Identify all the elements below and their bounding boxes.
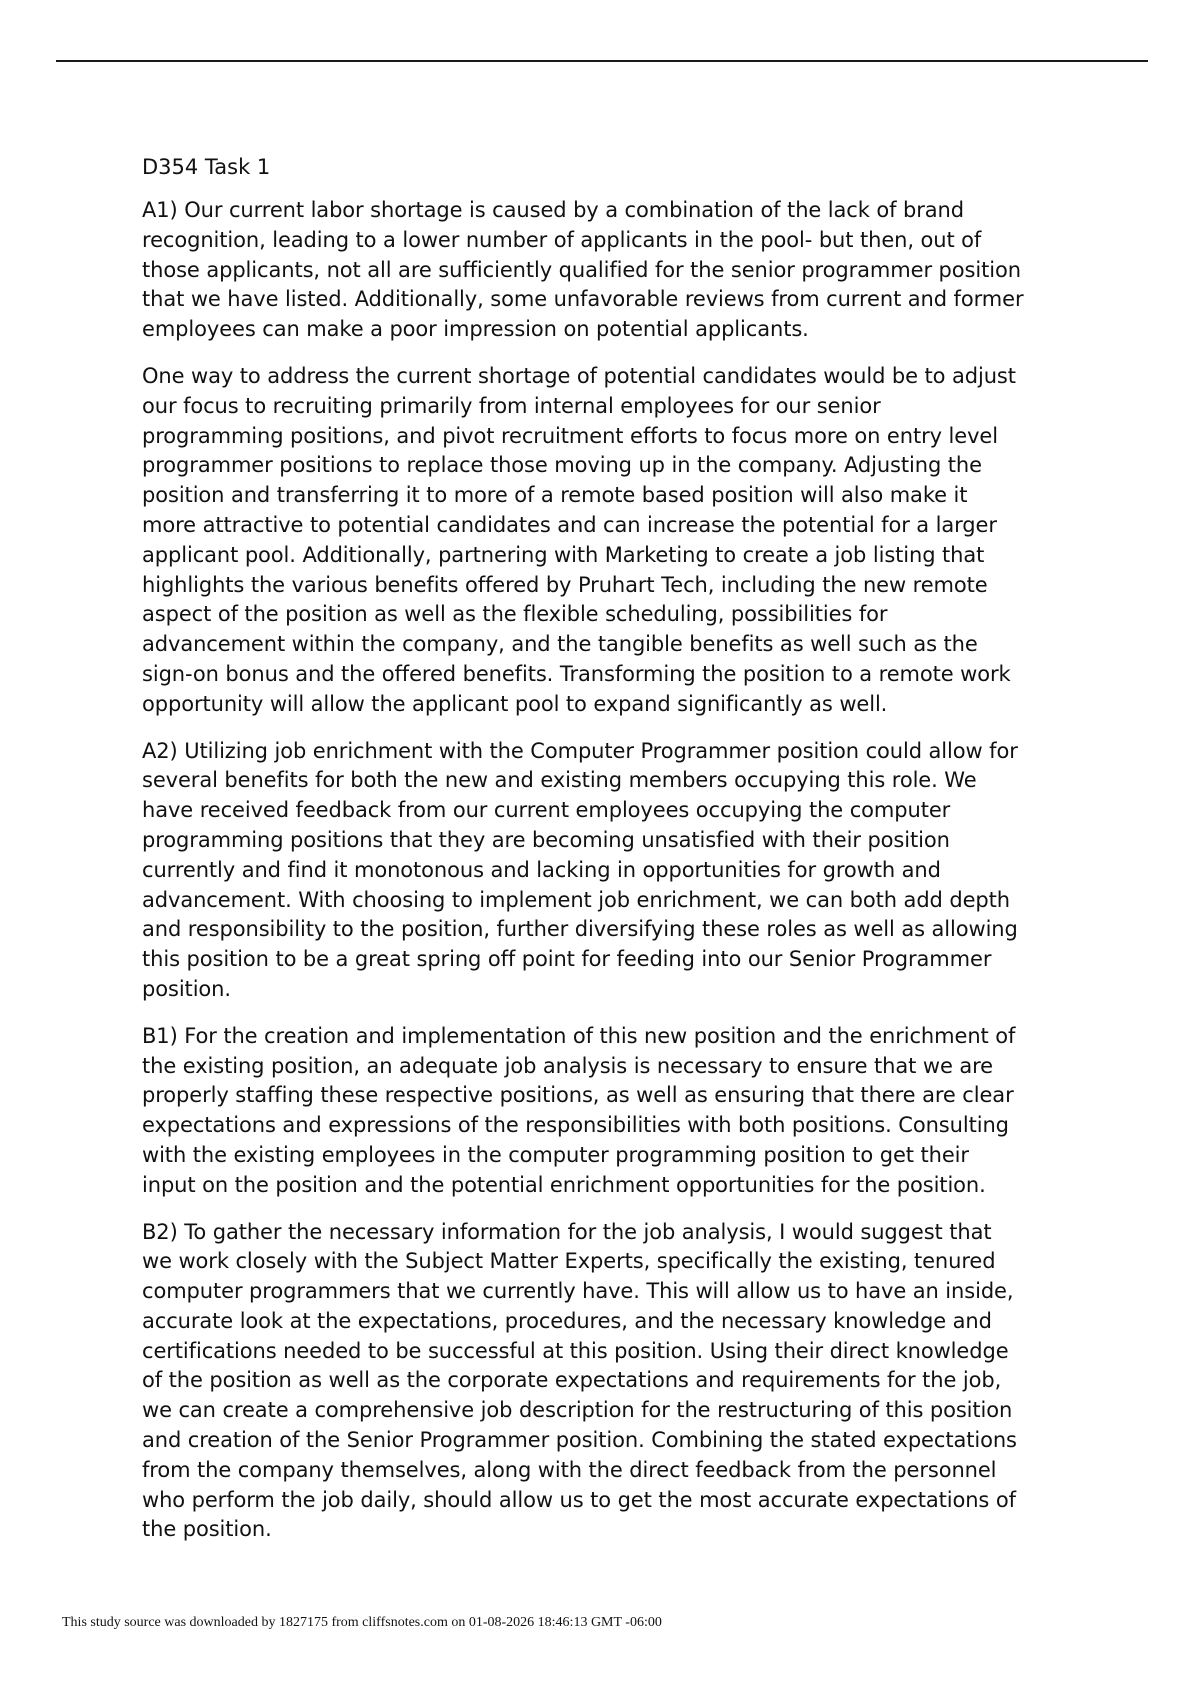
paragraph-b2: B2) To gather the necessary information for the job analysis, I would suggest that we work closely with the Subject Matter Experts, specifically the existing, tenured computer programmers that we currently have. This will allow us to have an inside, accurate look at the expectations, procedures, and the necessary knowledge and certifications needed to be successful at this position. Using their direct knowledge of the position as well as the corporate expectations and requirements for the job, we can create a comprehensive job description for the restructuring of this position and creation of the Senior Programmer position. Combining the stated expectations from the company themselves, along with the direct feedback from the personnel who perform the job daily, should allow us to get the most accurate expectations of the position.: [142, 1219, 1017, 1542]
paragraph-a1: A1) Our current labor shortage is caused by a combination of the lack of brand recognition, leading to a lower number of applicants in the pool- but then, out of those applicants, not all are sufficiently qualified for the senior programmer position that we have listed. Additionally, some unfavorable reviews from current and former employees can make a poor impression on potential applicants.: [142, 198, 1024, 342]
document-body: [142, 152, 1082, 1562]
download-footer: This study source was downloaded by 1827175 from cliffsnotes.com on 01-08-2026 18:46:13 GMT -06:00: [62, 1615, 662, 1630]
paragraph-b1: B1) For the creation and implementation of this new position and the enrichment of the existing position, an adequate job analysis is necessary to ensure that we are properly staffing these respective positions, as well as ensuring that there are clear expectations and expressions of the responsibilities with both positions. Consulting with the existing employees in the computer programming position to get their input on the position and the potential enrichment opportunities for the position.: [142, 1023, 1016, 1197]
document-title: D354 Task 1: [142, 155, 271, 179]
paragraph-a2: A2) Utilizing job enrichment with the Computer Programmer position could allow for several benefits for both the new and existing members occupying this role. We have received feedback from our current employees occupying the computer programming positions that they are becoming unsatisfied with their position currently and find it monotonous and lacking in opportunities for growth and advancement. With choosing to implement job enrichment, we can both add depth and responsibility to the position, further diversifying these roles as well as allowing this position to be a great spring off point for feeding into our Senior Programmer position.: [142, 738, 1018, 1001]
top-divider: [56, 60, 1148, 62]
paragraph-shortage-solution: One way to address the current shortage of potential candidates would be to adjust our focus to recruiting primarily from internal employees for our senior programming positions, and pivot recruitment efforts to focus more on entry level programmer positions to replace those moving up in the company. Adjusting the position and transferring it to more of a remote based position will also make it more attractive to potential candidates and can increase the potential for a larger applicant pool. Additionally, partnering with Marketing to create a job listing that highlights the various benefits offered by Pruhart Tech, including the new remote aspect of the position as well as the flexible scheduling, possibilities for advancement within the company, and the tangible benefits as well such as the sign-on bonus and the offered benefits. Transforming the position to a remote work opportunity will allow the applicant pool to expand significantly as well.: [142, 363, 1016, 716]
